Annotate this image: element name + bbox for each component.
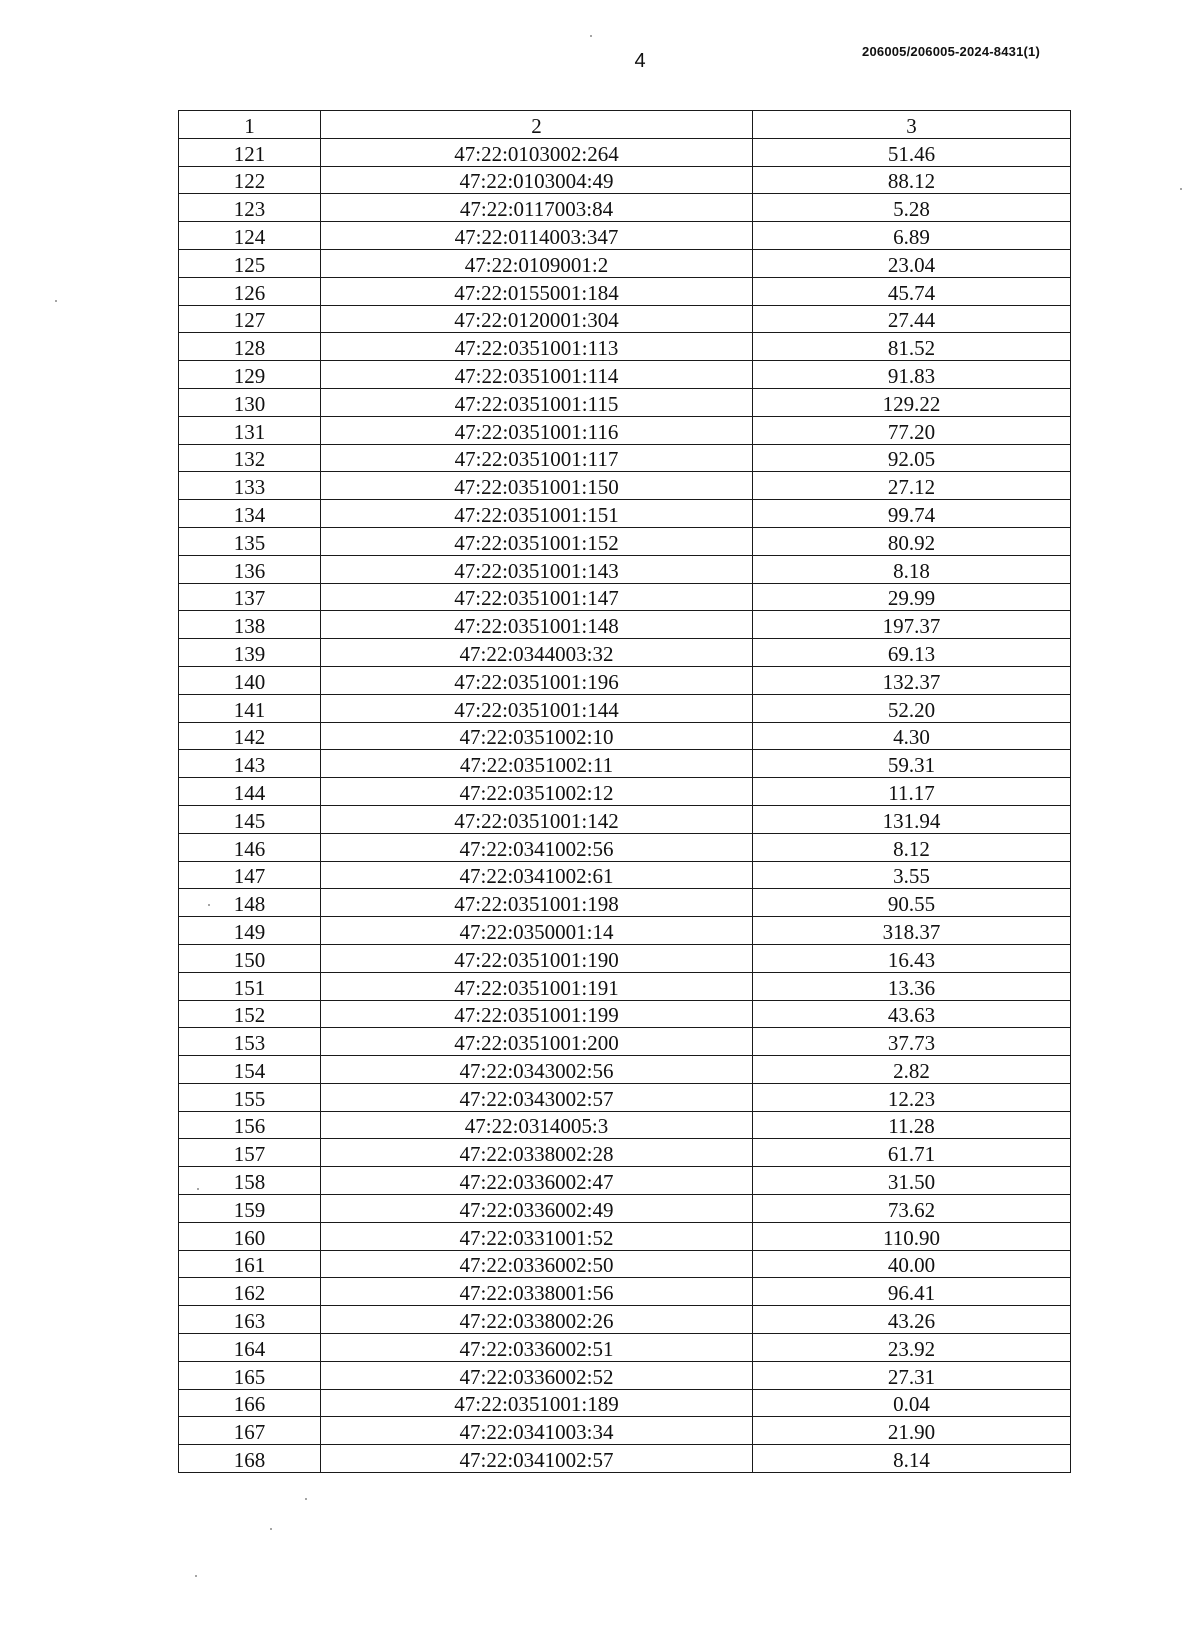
scan-speck xyxy=(195,1575,197,1577)
table-row xyxy=(179,639,1071,667)
value-cell: 8.18 xyxy=(753,555,1071,583)
value-cell: 91.83 xyxy=(753,361,1071,389)
cadastral-number-cell: 47:22:0351001:151 xyxy=(321,500,753,528)
cadastral-number-cell: 47:22:0351001:113 xyxy=(321,333,753,361)
scan-speck xyxy=(1180,188,1182,190)
row-number-cell: 164 xyxy=(179,1334,321,1362)
table-row xyxy=(179,694,1071,722)
row-number-cell: 127 xyxy=(179,305,321,333)
row-number-cell: 141 xyxy=(179,694,321,722)
row-number-cell: 166 xyxy=(179,1389,321,1417)
row-number-cell: 154 xyxy=(179,1056,321,1084)
cadastral-number-cell: 47:22:0351001:200 xyxy=(321,1028,753,1056)
cadastral-number-cell: 47:22:0351001:117 xyxy=(321,444,753,472)
value-cell: 99.74 xyxy=(753,500,1071,528)
value-cell: 92.05 xyxy=(753,444,1071,472)
row-number-cell: 143 xyxy=(179,750,321,778)
row-number-cell: 165 xyxy=(179,1361,321,1389)
row-number-cell: 142 xyxy=(179,722,321,750)
cadastral-number-cell: 47:22:0351001:191 xyxy=(321,972,753,1000)
row-number-cell: 131 xyxy=(179,416,321,444)
cadastral-number-cell: 47:22:0120001:304 xyxy=(321,305,753,333)
value-cell: 5.28 xyxy=(753,194,1071,222)
row-number-cell: 129 xyxy=(179,361,321,389)
row-number-cell: 121 xyxy=(179,138,321,166)
table-row xyxy=(179,861,1071,889)
value-cell: 16.43 xyxy=(753,944,1071,972)
header-cell-3: 3 xyxy=(753,111,1071,139)
row-number-cell: 125 xyxy=(179,249,321,277)
cadastral-number-cell: 47:22:0351001:148 xyxy=(321,611,753,639)
value-cell: 11.28 xyxy=(753,1111,1071,1139)
cadastral-number-cell: 47:22:0103002:264 xyxy=(321,138,753,166)
row-number-cell: 148 xyxy=(179,889,321,917)
value-cell: 27.31 xyxy=(753,1361,1071,1389)
value-cell: 21.90 xyxy=(753,1417,1071,1445)
row-number-cell: 136 xyxy=(179,555,321,583)
value-cell: 37.73 xyxy=(753,1028,1071,1056)
table-row xyxy=(179,889,1071,917)
table-row xyxy=(179,944,1071,972)
cadastral-number-cell: 47:22:0351001:150 xyxy=(321,472,753,500)
table-row xyxy=(179,1361,1071,1389)
value-cell: 77.20 xyxy=(753,416,1071,444)
table-row xyxy=(179,1389,1071,1417)
value-cell: 90.55 xyxy=(753,889,1071,917)
value-cell: 8.12 xyxy=(753,833,1071,861)
cadastral-number-cell: 47:22:0117003:84 xyxy=(321,194,753,222)
cadastral-number-cell: 47:22:0314005:3 xyxy=(321,1111,753,1139)
value-cell: 31.50 xyxy=(753,1167,1071,1195)
table-row xyxy=(179,1222,1071,1250)
cadastral-number-cell: 47:22:0351001:196 xyxy=(321,666,753,694)
row-number-cell: 123 xyxy=(179,194,321,222)
value-cell: 4.30 xyxy=(753,722,1071,750)
cadastral-number-cell: 47:22:0338001:56 xyxy=(321,1278,753,1306)
value-cell: 27.12 xyxy=(753,472,1071,500)
value-cell: 132.37 xyxy=(753,666,1071,694)
table-row xyxy=(179,1028,1071,1056)
row-number-cell: 146 xyxy=(179,833,321,861)
row-number-cell: 126 xyxy=(179,277,321,305)
value-cell: 29.99 xyxy=(753,583,1071,611)
table-row xyxy=(179,444,1071,472)
value-cell: 52.20 xyxy=(753,694,1071,722)
table-row xyxy=(179,222,1071,250)
header-cell-1: 1 xyxy=(179,111,321,139)
value-cell: 23.04 xyxy=(753,249,1071,277)
table-row xyxy=(179,472,1071,500)
value-cell: 318.37 xyxy=(753,917,1071,945)
row-number-cell: 149 xyxy=(179,917,321,945)
table-row xyxy=(179,277,1071,305)
cadastral-number-cell: 47:22:0341002:56 xyxy=(321,833,753,861)
cadastral-number-cell: 47:22:0338002:26 xyxy=(321,1306,753,1334)
document-reference: 206005/206005-2024-8431(1) xyxy=(862,44,1040,59)
table-row xyxy=(179,416,1071,444)
table-row xyxy=(179,166,1071,194)
table-row xyxy=(179,1306,1071,1334)
value-cell: 51.46 xyxy=(753,138,1071,166)
value-cell: 110.90 xyxy=(753,1222,1071,1250)
row-number-cell: 139 xyxy=(179,639,321,667)
scan-speck xyxy=(305,1498,307,1500)
table-row xyxy=(179,611,1071,639)
row-number-cell: 124 xyxy=(179,222,321,250)
cadastral-number-cell: 47:22:0109001:2 xyxy=(321,249,753,277)
cadastral-number-cell: 47:22:0343002:56 xyxy=(321,1056,753,1084)
value-cell: 2.82 xyxy=(753,1056,1071,1084)
table-row xyxy=(179,138,1071,166)
cadastral-number-cell: 47:22:0351001:142 xyxy=(321,805,753,833)
value-cell: 3.55 xyxy=(753,861,1071,889)
cadastral-number-cell: 47:22:0341002:61 xyxy=(321,861,753,889)
row-number-cell: 122 xyxy=(179,166,321,194)
parcel-table xyxy=(178,110,1071,1473)
table-row xyxy=(179,555,1071,583)
value-cell: 0.04 xyxy=(753,1389,1071,1417)
table-row xyxy=(179,388,1071,416)
row-number-cell: 160 xyxy=(179,1222,321,1250)
row-number-cell: 132 xyxy=(179,444,321,472)
cadastral-number-cell: 47:22:0155001:184 xyxy=(321,277,753,305)
cadastral-number-cell: 47:22:0351001:115 xyxy=(321,388,753,416)
table-row xyxy=(179,1250,1071,1278)
table-row xyxy=(179,1139,1071,1167)
value-cell: 11.17 xyxy=(753,778,1071,806)
cadastral-number-cell: 47:22:0338002:28 xyxy=(321,1139,753,1167)
header-row xyxy=(179,111,1071,139)
row-number-cell: 144 xyxy=(179,778,321,806)
table-row xyxy=(179,333,1071,361)
cadastral-number-cell: 47:22:0114003:347 xyxy=(321,222,753,250)
table-row xyxy=(179,1445,1071,1473)
row-number-cell: 155 xyxy=(179,1083,321,1111)
value-cell: 13.36 xyxy=(753,972,1071,1000)
table-row xyxy=(179,1278,1071,1306)
value-cell: 43.26 xyxy=(753,1306,1071,1334)
cadastral-number-cell: 47:22:0336002:50 xyxy=(321,1250,753,1278)
table-row xyxy=(179,249,1071,277)
row-number-cell: 157 xyxy=(179,1139,321,1167)
cadastral-number-cell: 47:22:0336002:49 xyxy=(321,1195,753,1223)
row-number-cell: 158 xyxy=(179,1167,321,1195)
row-number-cell: 150 xyxy=(179,944,321,972)
value-cell: 129.22 xyxy=(753,388,1071,416)
value-cell: 6.89 xyxy=(753,222,1071,250)
value-cell: 43.63 xyxy=(753,1000,1071,1028)
table-row xyxy=(179,1195,1071,1223)
row-number-cell: 138 xyxy=(179,611,321,639)
row-number-cell: 135 xyxy=(179,527,321,555)
row-number-cell: 161 xyxy=(179,1250,321,1278)
table-row xyxy=(179,1083,1071,1111)
table-row xyxy=(179,1167,1071,1195)
value-cell: 197.37 xyxy=(753,611,1071,639)
cadastral-number-cell: 47:22:0351002:11 xyxy=(321,750,753,778)
value-cell: 80.92 xyxy=(753,527,1071,555)
scan-speck xyxy=(270,1528,272,1530)
value-cell: 8.14 xyxy=(753,1445,1071,1473)
cadastral-number-cell: 47:22:0351001:199 xyxy=(321,1000,753,1028)
cadastral-number-cell: 47:22:0351001:114 xyxy=(321,361,753,389)
table-row xyxy=(179,722,1071,750)
page-number: 4 xyxy=(634,50,646,72)
table-row xyxy=(179,527,1071,555)
cadastral-number-cell: 47:22:0351001:152 xyxy=(321,527,753,555)
row-number-cell: 134 xyxy=(179,500,321,528)
value-cell: 23.92 xyxy=(753,1334,1071,1362)
row-number-cell: 168 xyxy=(179,1445,321,1473)
value-cell: 45.74 xyxy=(753,277,1071,305)
cadastral-number-cell: 47:22:0351001:144 xyxy=(321,694,753,722)
cadastral-number-cell: 47:22:0351001:147 xyxy=(321,583,753,611)
table-row xyxy=(179,1417,1071,1445)
table-row xyxy=(179,750,1071,778)
row-number-cell: 151 xyxy=(179,972,321,1000)
row-number-cell: 137 xyxy=(179,583,321,611)
table-row xyxy=(179,833,1071,861)
cadastral-number-cell: 47:22:0351001:116 xyxy=(321,416,753,444)
value-cell: 59.31 xyxy=(753,750,1071,778)
cadastral-number-cell: 47:22:0351001:190 xyxy=(321,944,753,972)
table-body xyxy=(179,138,1071,1472)
value-cell: 61.71 xyxy=(753,1139,1071,1167)
scan-speck xyxy=(55,300,57,302)
table-row xyxy=(179,1334,1071,1362)
table-row xyxy=(179,194,1071,222)
row-number-cell: 130 xyxy=(179,388,321,416)
table-row xyxy=(179,361,1071,389)
table-row xyxy=(179,972,1071,1000)
header-cell-2: 2 xyxy=(321,111,753,139)
cadastral-number-cell: 47:22:0336002:51 xyxy=(321,1334,753,1362)
scan-speck xyxy=(590,35,592,37)
cadastral-number-cell: 47:22:0350001:14 xyxy=(321,917,753,945)
table-row xyxy=(179,583,1071,611)
value-cell: 40.00 xyxy=(753,1250,1071,1278)
table-row xyxy=(179,1111,1071,1139)
table-row xyxy=(179,305,1071,333)
row-number-cell: 147 xyxy=(179,861,321,889)
cadastral-number-cell: 47:22:0341003:34 xyxy=(321,1417,753,1445)
cadastral-number-cell: 47:22:0351001:189 xyxy=(321,1389,753,1417)
cadastral-number-cell: 47:22:0351002:10 xyxy=(321,722,753,750)
row-number-cell: 140 xyxy=(179,666,321,694)
value-cell: 73.62 xyxy=(753,1195,1071,1223)
cadastral-number-cell: 47:22:0351001:143 xyxy=(321,555,753,583)
table-row xyxy=(179,500,1071,528)
value-cell: 12.23 xyxy=(753,1083,1071,1111)
cadastral-number-cell: 47:22:0344003:32 xyxy=(321,639,753,667)
table-row xyxy=(179,917,1071,945)
row-number-cell: 156 xyxy=(179,1111,321,1139)
table-row xyxy=(179,805,1071,833)
cadastral-number-cell: 47:22:0103004:49 xyxy=(321,166,753,194)
cadastral-number-cell: 47:22:0336002:47 xyxy=(321,1167,753,1195)
row-number-cell: 153 xyxy=(179,1028,321,1056)
cadastral-number-cell: 47:22:0351001:198 xyxy=(321,889,753,917)
value-cell: 69.13 xyxy=(753,639,1071,667)
row-number-cell: 163 xyxy=(179,1306,321,1334)
cadastral-number-cell: 47:22:0343002:57 xyxy=(321,1083,753,1111)
cadastral-number-cell: 47:22:0351002:12 xyxy=(321,778,753,806)
row-number-cell: 167 xyxy=(179,1417,321,1445)
value-cell: 96.41 xyxy=(753,1278,1071,1306)
value-cell: 88.12 xyxy=(753,166,1071,194)
value-cell: 27.44 xyxy=(753,305,1071,333)
value-cell: 131.94 xyxy=(753,805,1071,833)
cadastral-number-cell: 47:22:0336002:52 xyxy=(321,1361,753,1389)
table-header xyxy=(179,111,1071,139)
row-number-cell: 152 xyxy=(179,1000,321,1028)
row-number-cell: 133 xyxy=(179,472,321,500)
table-row xyxy=(179,1000,1071,1028)
row-number-cell: 162 xyxy=(179,1278,321,1306)
row-number-cell: 145 xyxy=(179,805,321,833)
cadastral-number-cell: 47:22:0331001:52 xyxy=(321,1222,753,1250)
table-row xyxy=(179,778,1071,806)
value-cell: 81.52 xyxy=(753,333,1071,361)
row-number-cell: 128 xyxy=(179,333,321,361)
row-number-cell: 159 xyxy=(179,1195,321,1223)
table-row xyxy=(179,666,1071,694)
table-row xyxy=(179,1056,1071,1084)
cadastral-number-cell: 47:22:0341002:57 xyxy=(321,1445,753,1473)
